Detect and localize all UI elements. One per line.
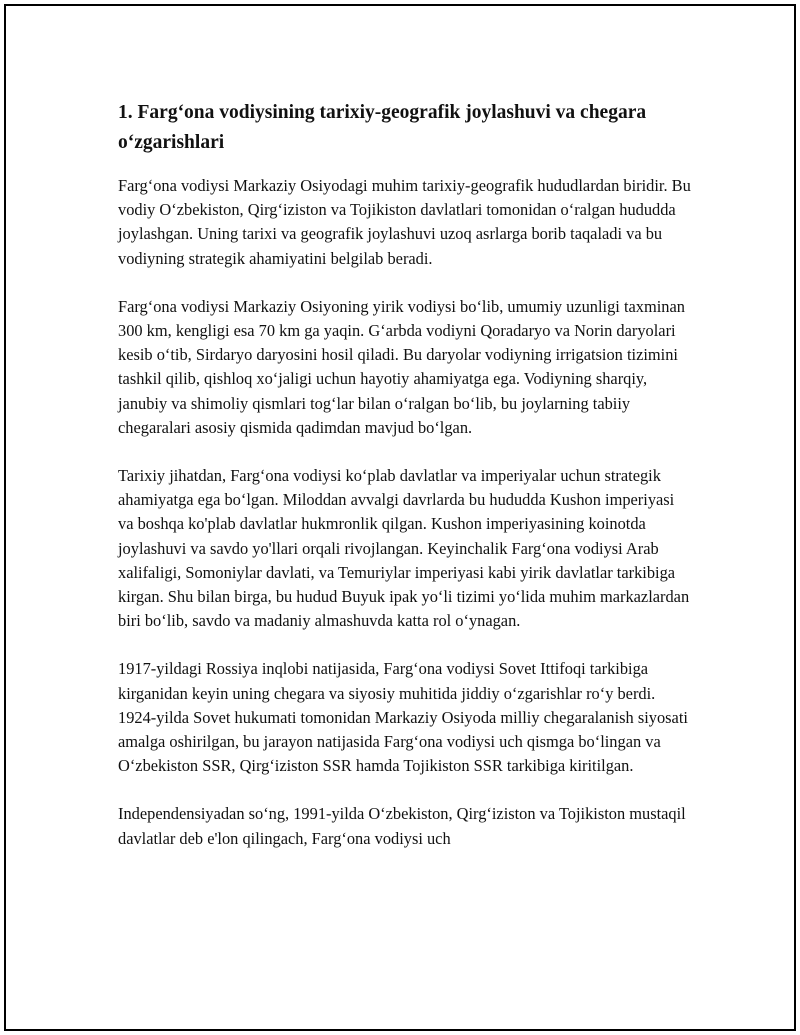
paragraph-2: Farg‘ona vodiysi Markaziy Osiyoning yirik vodiysi bo‘lib, umumiy uzunligi taxminan 300 km, kengligi esa 70 km ga yaqin. G‘arbda vodiyni Qoradaryo va Norin daryolari kesib o‘tib, Sirdaryo daryosini hosil qiladi. Bu daryolar vodiyning irrigatsion tizimini tashkil qilib, qishloq xo‘jaligi uchun hayotiy ahamiyatga ega. Vodiyning sharqiy, janubiy va shimoliy qismlari tog‘lar bilan o‘ralgan bo‘lib, bu joylarning tabiiy chegaralari asosiy qismida qadimdan mavjud bo‘lgan. bbox=[118, 296, 685, 437]
section-heading: 1. Farg‘ona vodiysining tarixiy-geografik joylashuvi va chegara o‘zgarishlari bbox=[118, 102, 647, 153]
page-frame bbox=[4, 4, 796, 1031]
paragraph-3: Tarixiy jihatdan, Farg‘ona vodiysi ko‘plab davlatlar va imperiyalar uchun strategik ahamiyatga ega bo‘lgan. Miloddan avvalgi davrlarda bu hududda Kushon imperiyasi va boshqa ko'plab davlatlar hukmronlik qilgan. Kushon imperiyasining koinotda joylashuvi va savdo yo'llari orqali rivojlangan. Keyinchalik Farg‘ona vodiysi Arab xalifaligi, Somoniylar davlati, va Temuriylar imperiyasi kabi yirik davlatlar tarkibiga kirgan. Shu bilan birga, bu hudud Buyuk ipak yo‘li tizimi yo‘lida muhim markazlardan biri bo‘lib, savdo va madaniy almashuvda katta rol o‘ynagan. bbox=[118, 466, 690, 631]
paragraph-5: Independensiyadan so‘ng, 1991-yilda O‘zbekiston, Qirg‘iziston va Tojikiston mustaqil davlatlar deb e'lon qilingach, Farg‘ona vodiysi uch bbox=[118, 804, 686, 848]
paragraph-4: 1917-yildagi Rossiya inqlobi natijasida, Farg‘ona vodiysi Sovet Ittifoqi tarkibiga kirganidan keyin uning chegara va siyosiy muhitida jiddiy o‘zgarishlar ro‘y berdi. 1924-yilda Sovet hukumati tomonidan Markaziy Osiyoda milliy chegaralanish siyosati amalga oshirilgan, bu jarayon natijasida Farg‘ona vodiysi uch qismga bo‘lingan va O‘zbekiston SSR, Qirg‘iziston SSR hamda Tojikiston SSR tarkibiga kiritilgan. bbox=[118, 659, 688, 776]
paragraph-1: Farg‘ona vodiysi Markaziy Osiyodagi muhim tarixiy-geografik hududlardan biridir. Bu vodiy O‘zbekiston, Qirg‘iziston va Tojikiston davlatlari tomonidan o‘ralgan hududda joylashgan. Uning tarixi va geografik joylashuvi uzoq asrlarga borib taqaladi va bu vodiyning strategik ahamiyatini belgilab beradi. bbox=[118, 176, 691, 268]
document-body bbox=[118, 98, 693, 851]
